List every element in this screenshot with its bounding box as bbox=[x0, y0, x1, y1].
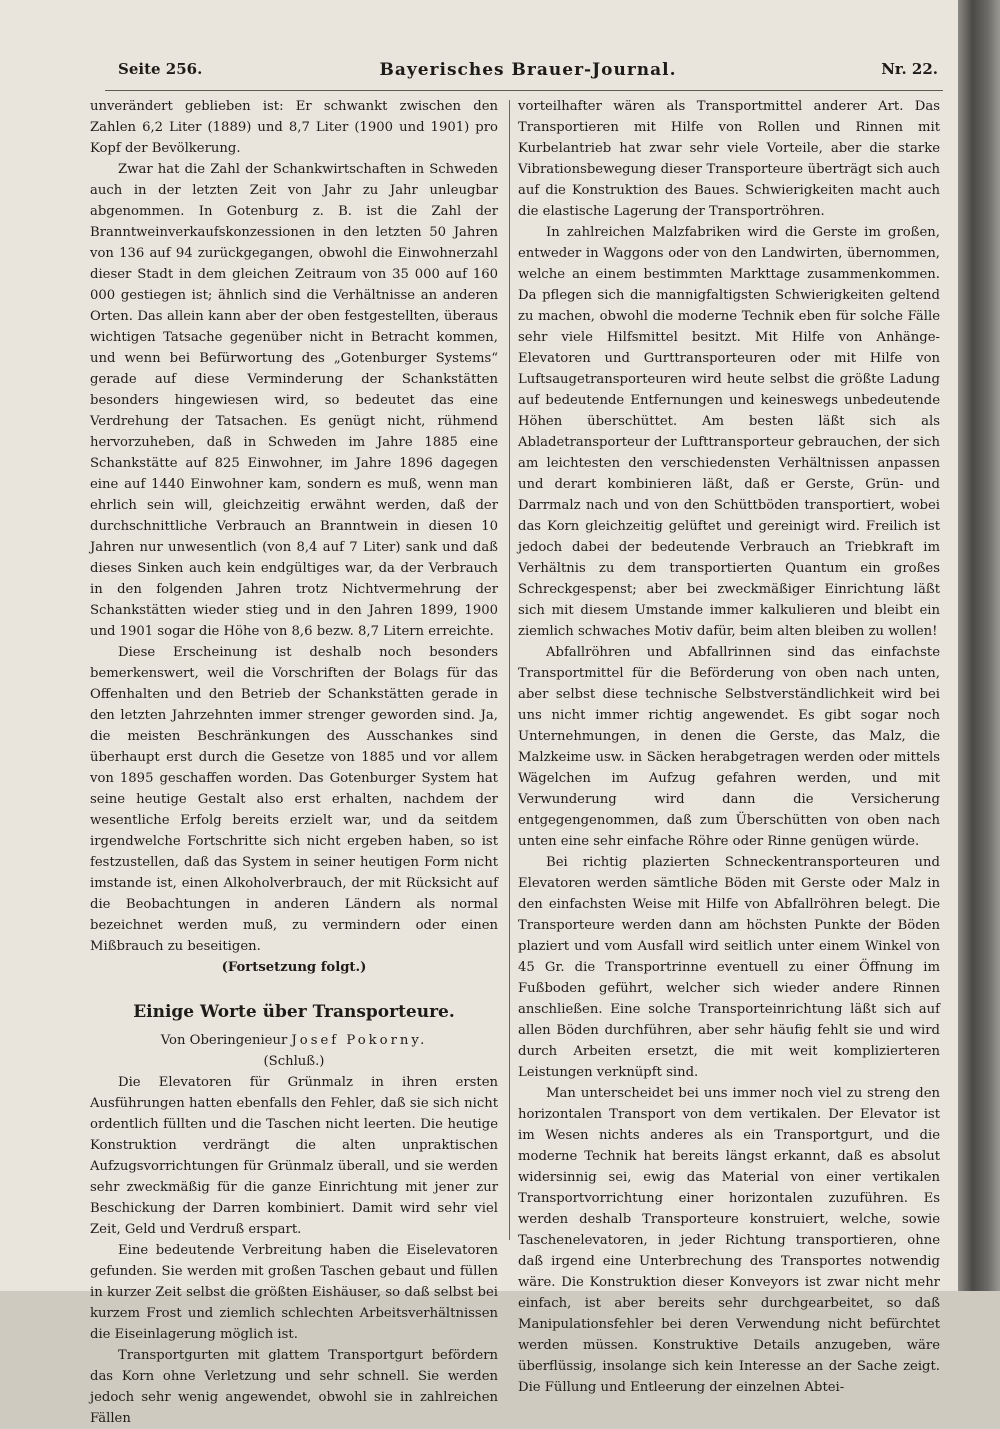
left-paragraph-6: Transportgurten mit glattem Transportgurt befördern das Korn ohne Verletzung und sehr schnell. Sie werden jedoch sehr wenig angewendet, obwohl sie in zahlreichen Fällen bbox=[90, 1348, 498, 1426]
page-number: Seite 256. bbox=[118, 60, 203, 78]
continued-note: (Fortsetzung folgt.) bbox=[221, 960, 367, 975]
left-paragraph-2: Zwar hat die Zahl der Schankwirtschaften in Schweden auch in der letzten Zeit von Jahr zu Jahr unleugbar abgenommen. In Gotenburg z. B. ist die Zahl der Branntweinverkaufskonzessionen in den letzten 50 Jahren von 136 auf 94 zurückgegangen, obwohl die Einwohnerzahl dieser Stadt in dem gleichen Zeitraum von 35 000 auf 160 000 gestiegen ist; ähnlich sind die Verhältnisse an anderen Orten. Das allein kann aber der oben festgestellten, überaus wichtigen Tatsache gegenüber nicht in Betracht kommen, und wenn bei Befürwortung des „Gotenburger Systems“ gerade auf diese Verminderung der Schankstätten besonders hingewiesen wird, so bedeutet das eine Verdrehung der Tatsachen. Es genügt nicht, rühmend hervorzuheben, daß in Schweden im Jahre 1885 eine Schankstätte auf 825 Einwohner, im Jahre 1896 dagegen eine auf 1440 Einwohner kam, sondern es muß, wenn man ehrlich sein will, gleichzeitig erwähnt werden, daß der durchschnittliche Verbrauch an Branntwein in diesen 10 Jahren nur unwesentlich (von 8,4 auf 7 Liter) sank und daß dieses Sinken auch kein endgültiges war, da der Verbrauch in den folgenden Jahren trotz Nichtvermehrung der Schankstätten wieder stieg und in den Jahren 1899, 1900 und 1901 sogar die Höhe von 8,6 bezw. 8,7 Litern erreichte. bbox=[90, 162, 498, 639]
left-column bbox=[90, 96, 498, 1429]
right-paragraph-1: vorteilhafter wären als Transportmittel anderer Art. Das Transportieren mit Hilfe von Rollen und Rinnen mit Kurbelantrieb hat zwar sehr viele Vorteile, aber die starke Vibrationsbewegung dieser Transporteure überträgt sich auch auf die Konstruktion des Baues. Schwierigkeiten macht auch die elastische Lagerung der Transportröhren. bbox=[518, 99, 940, 219]
left-paragraph-4: Die Elevatoren für Grünmalz in ihren ersten Ausführungen hatten ebenfalls den Fehler, daß sie sich nicht ordentlich füllten und die Taschen nicht leerten. Die heutige Konstruktion verdrängt die alten unpraktischen Aufzugsvorrichtungen für Grünmalz überall, und sie werden sehr zweckmäßig für die ganze Einrichtung mit jener zur Beschickung der Darren kombiniert. Damit wird sehr viel Zeit, Geld und Verdruß erspart. bbox=[90, 1075, 498, 1237]
header-rule bbox=[105, 90, 943, 91]
issue-number: Nr. 22. bbox=[881, 60, 938, 78]
right-paragraph-5: Man unterscheidet bei uns immer noch viel zu streng den horizontalen Transport von dem vertikalen. Der Elevator ist im Wesen nichts anderes als ein Transportgurt, und die moderne Technik hat bereits längst erkannt, daß es absolut widersinnig sei, ewig das Material von einer vertikalen Transportvorrichtung einer horizontalen zuzuführen. Es werden deshalb Transporteure konstruiert, welche, sowie Taschenelevatoren, in jeder Richtung transportieren, ohne daß irgend eine Unterbrechung des Transportes notwendig wäre. Die Konstruktion dieser Konveyors ist zwar nicht mehr einfach, ist aber bereits sehr durchgearbeitet, so daß Manipulationsfehler bei deren Verwendung nicht befürchtet werden müssen. Konstruktive Details anzugeben, wäre überflüssig, insolange sich kein Interesse an der Sache zeigt. Die Füllung und Entleerung der einzelnen Abtei- bbox=[518, 1086, 940, 1395]
right-paragraph-3: Abfallröhren und Abfallrinnen sind das einfachste Transportmittel für die Beförderung von oben nach unten, aber selbst diese technische Selbstverständlichkeit wird bei uns nicht immer richtig angewendet. Es gibt sogar noch Unternehmungen, in denen die Gerste, das Malz, die Malzkeime usw. in Säcken herabgetragen werden oder mittels Wägelchen im Aufzug gefahren werden, und mit Verwunderung wird dann die Versicherung entgegengenommen, daß zum Überschütten von oben nach unten eine sehr einfache Röhre oder Rinne genügen würde. bbox=[518, 645, 940, 849]
byline-prefix: Von Oberingenieur bbox=[160, 1033, 288, 1048]
byline bbox=[90, 1030, 498, 1051]
conclusion-note: (Schluß.) bbox=[263, 1054, 325, 1069]
book-spine bbox=[958, 0, 1000, 1291]
left-paragraph-3: Diese Erscheinung ist deshalb noch besonders bemerkenswert, weil die Vorschriften der Bolags für das Offenhalten und den Betrieb der Schankstätten gerade in den letzten Jahrzehnten immer strenger geworden sind. Ja, die meisten Beschränkungen des Ausschankes sind überhaupt erst durch die Gesetze von 1885 und vor allem von 1895 geschaffen worden. Das Gotenburger System hat seine heutige Gestalt also erst erhalten, nachdem der wesentliche Erfolg bereits erzielt war, und da seitdem irgendwelche Fortschritte sich nicht ergeben haben, so ist festzustellen, daß das System in seiner heutigen Form nicht imstande ist, einen Alkoholverbrauch, der mit Rücksicht auf die Beobachtungen in anderen Ländern als normal bezeichnet werden muß, zu vermindern oder einen Mißbrauch zu beseitigen. bbox=[90, 645, 498, 954]
right-paragraph-2: In zahlreichen Malzfabriken wird die Gerste im großen, entweder in Waggons oder von den Landwirten, übernommen, welche an einem bestimmten Markttage zusammenkommen. Da pflegen sich die mannigfaltigsten Schwierigkeiten geltend zu machen, obwohl die moderne Technik eben für solche Fälle sehr viele Hilfsmittel besitzt. Mit Hilfe von Anhänge-Elevatoren und Gurttransporteuren oder mit Hilfe von Luftsaugetransporteuren wird heute selbst die größte Ladung auf bedeutende Entfernungen und keineswegs unbedeutende Höhen überschüttet. Am besten läßt sich als Abladetransporteur der Lufttransporteur gebrauchen, der sich am leichtesten den verschiedensten Verhältnissen anpassen und derart kombinieren läßt, daß er Gerste, Grün- und Darrmalz nach und von den Schüttböden transportiert, wobei das Korn gleichzeitig gelüftet und gereinigt wird. Freilich ist jedoch dabei der bedeutende Verbrauch an Triebkraft im Verhältnis zu dem transportierten Quantum ein großes Schreckgespenst; aber bei zweckmäßiger Einrichtung läßt sich mit diesem Umstande immer kalkulieren und bleibt ein ziemlich schwaches Motiv dafür, beim alten bleiben zu wollen! bbox=[518, 225, 940, 639]
right-paragraph-4: Bei richtig plazierten Schneckentransporteuren und Elevatoren werden sämtliche Böden mit Gerste oder Malz in den einfachsten Weise mit Hilfe von Abfallröhren belegt. Die Transporteure werden dann am höchsten Punkte der Böden plaziert und vom Ausfall wird seitlich unter einem Winkel von 45 Gr. die Transportrinne eventuell zu einer Öffnung im Fußboden geführt, welcher sich wieder andere Rinnen anschließen. Eine solche Transporteinrichtung läßt sich auf allen Böden durchführen, aber sehr häufig fehlt sie und wird durch Arbeiten ersetzt, die mit weit komplizierteren Leistungen verknüpft sind. bbox=[518, 855, 940, 1080]
journal-title: Bayerisches Brauer-Journal. bbox=[379, 60, 677, 80]
left-paragraph-5: Eine bedeutende Verbreitung haben die Eiselevatoren gefunden. Sie werden mit großen Taschen gebaut und füllen in kurzer Zeit selbst die größten Eishäuser, so daß selbst bei kurzem Frost und ziemlich schlechten Arbeitsverhältnissen die Eiseinlagerung möglich ist. bbox=[90, 1243, 498, 1342]
left-paragraph-1: unverändert geblieben ist: Er schwankt zwischen den Zahlen 6,2 Liter (1889) und 8,7 Liter (1900 und 1901) pro Kopf der Bevölkerung. bbox=[90, 99, 498, 156]
right-column bbox=[518, 96, 940, 1398]
page-header bbox=[118, 60, 938, 88]
section-title: Einige Worte über Transporteure. bbox=[133, 1002, 455, 1022]
author-name: Josef Pokorny. bbox=[291, 1033, 428, 1048]
column-divider bbox=[509, 100, 510, 1240]
